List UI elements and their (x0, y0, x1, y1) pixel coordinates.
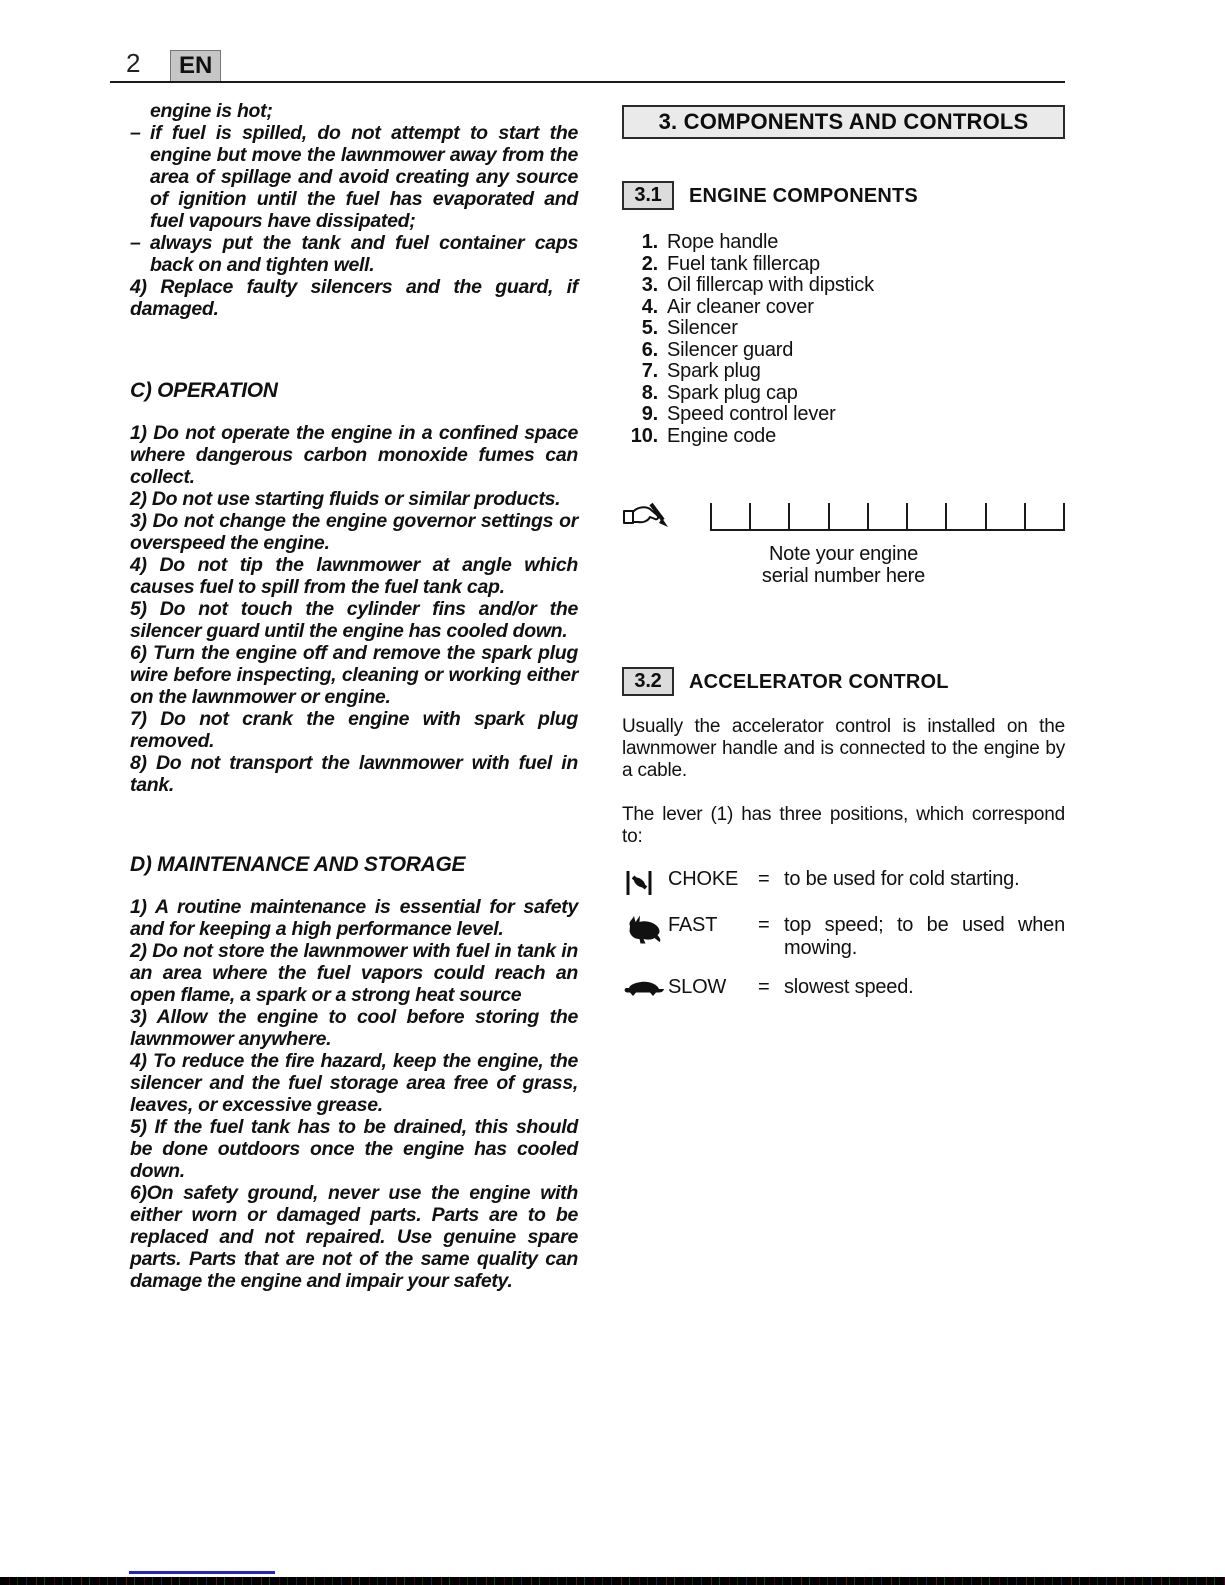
choke-icon (622, 868, 656, 898)
maintenance-section (130, 896, 578, 1292)
item-number: 9. (641, 403, 658, 425)
operation-item: 3) Do not change the engine governor settings or overspeed the engine. (130, 510, 578, 554)
item-number: 4. (641, 295, 658, 318)
serial-cell (788, 503, 827, 529)
serial-cell (867, 503, 906, 529)
item-number: 1. (641, 231, 658, 253)
serial-cell (906, 503, 945, 529)
equals-sign: = (758, 976, 770, 998)
serial-caption (622, 543, 1065, 587)
lever-position-description: slowest speed. (784, 976, 914, 998)
item-label: Silencer (667, 317, 738, 339)
maintenance-item: 4) To reduce the fire hazard, keep the engine, the silencer and the fuel storage area free of grass, leaves, or excessive grease. (130, 1050, 578, 1116)
maintenance-item: 5) If the fuel tank has to be drained, this should be done outdoors once the engine has cooled down. (130, 1116, 578, 1182)
operation-heading: C) OPERATION (130, 379, 278, 402)
turtle-icon (622, 980, 664, 998)
safety-item (130, 232, 578, 276)
list-item (622, 426, 1065, 448)
item-number: 5. (641, 317, 658, 339)
maintenance-item: 2) Do not store the lawnmower with fuel in tank in an area where the fuel vapors could reach an open flame, a spark or a strong heat source (130, 940, 578, 1006)
maintenance-heading: D) MAINTENANCE AND STORAGE (130, 853, 466, 876)
lever-position-label: CHOKE (668, 868, 739, 890)
list-item (622, 232, 1065, 254)
item-label: Speed control lever (667, 403, 836, 425)
list-item (622, 297, 1065, 319)
left-column (130, 100, 578, 1292)
operation-item: 7) Do not crank the engine with spark plug removed. (130, 708, 578, 752)
page-number: 2 (126, 48, 141, 78)
lever-position-description: top speed; to be used when mowing. (784, 914, 1065, 959)
maintenance-item: 1) A routine maintenance is essential for safety and for keeping a high performance level. (130, 896, 578, 940)
equals-sign: = (758, 914, 770, 936)
lever-position-slow (622, 976, 1065, 999)
right-column (622, 105, 1065, 999)
scan-noise-bar (0, 1577, 1225, 1585)
operation-item: 1) Do not operate the engine in a confined space where dangerous carbon monoxide fumes can collect. (130, 422, 578, 488)
header-rule (110, 81, 1065, 83)
list-item (622, 254, 1065, 276)
dash-marker: – (130, 122, 141, 144)
lever-position-fast (622, 914, 1065, 960)
list-item (622, 275, 1065, 297)
item-number: 10. (630, 424, 658, 447)
serial-cell (749, 503, 788, 529)
lever-position-choke (622, 868, 1065, 898)
lever-position-label: SLOW (668, 976, 727, 998)
list-item (622, 361, 1065, 383)
item-label: Air cleaner cover (667, 295, 814, 318)
list-item (622, 383, 1065, 405)
serial-cell (945, 503, 984, 529)
serial-caption-line: Note your engine (768, 543, 919, 565)
item-number: 6. (641, 338, 658, 361)
serial-number-row (622, 497, 1065, 531)
engine-components-list (622, 232, 1065, 447)
operation-item: 5) Do not touch the cylinder fins and/or the silencer guard until the engine has cooled down. (130, 598, 578, 642)
section-number-box: 3.1 (622, 181, 674, 210)
lever-position-description: to be used for cold starting. (784, 868, 1020, 890)
serial-cell (828, 503, 867, 529)
section-heading: ACCELERATOR CONTROL (689, 670, 949, 693)
item-label: Spark plug cap (667, 381, 798, 404)
lever-position-label: FAST (668, 914, 718, 936)
serial-cell (710, 503, 749, 529)
list-item (622, 340, 1065, 362)
section-heading: ENGINE COMPONENTS (689, 184, 918, 207)
writing-hand-icon (622, 497, 672, 531)
footer-blue-line (129, 1571, 275, 1574)
item-label: Engine code (667, 424, 777, 447)
equals-sign: = (758, 868, 770, 890)
chapter-title: 3. COMPONENTS AND CONTROLS (622, 105, 1065, 139)
operation-section (130, 422, 578, 796)
serial-cell (985, 503, 1024, 529)
item-number: 8. (641, 381, 658, 404)
safety-item (130, 122, 578, 232)
list-item (622, 318, 1065, 340)
operation-item: 4) Do not tip the lawnmower at angle which causes fuel to spill from the fuel tank cap. (130, 554, 578, 598)
safety-item-text: if fuel is spilled, do not attempt to start the engine but move the lawnmower away from the area of spillage and avoid creating any source of ignition until the fuel has evaporated and fuel vapours have dissipated; (150, 122, 578, 232)
section-number-box: 3.2 (622, 667, 674, 696)
operation-item: 8) Do not transport the lawnmower with fuel in tank. (130, 752, 578, 796)
operation-item: 2) Do not use starting fluids or similar products. (130, 488, 561, 510)
item-label: Oil fillercap with dipstick (667, 274, 874, 296)
serial-caption-line: serial number here (761, 565, 926, 587)
safety-item: engine is hot; (150, 100, 273, 122)
item-number: 2. (641, 252, 658, 275)
accelerator-paragraph: The lever (1) has three positions, which correspond to: (622, 804, 1065, 847)
list-item (622, 404, 1065, 426)
item-number: 7. (641, 360, 658, 382)
safety-item: 4) Replace faulty silencers and the guard, if damaged. (130, 276, 578, 320)
maintenance-item: 6)On safety ground, never use the engine with either worn or damaged parts. Parts are to be replaced and not repaired. Use genuine spare parts. Parts that are not of the same quality can damage the engine and impair your safety. (130, 1182, 578, 1292)
safety-item-text: always put the tank and fuel container caps back on and tighten well. (150, 232, 578, 276)
accelerator-paragraph: Usually the accelerator control is installed on the lawnmower handle and is connected to the engine by a cable. (622, 716, 1065, 781)
language-badge: EN (170, 50, 221, 83)
operation-item: 6) Turn the engine off and remove the spark plug wire before inspecting, cleaning or working either on the lawnmower or engine. (130, 642, 578, 708)
rabbit-icon (622, 914, 662, 944)
item-label: Spark plug (667, 360, 761, 382)
maintenance-item: 3) Allow the engine to cool before storing the lawnmower anywhere. (130, 1006, 578, 1050)
serial-cell (1024, 503, 1065, 529)
section-3-2-header (622, 667, 1065, 696)
dash-marker: – (130, 232, 141, 254)
item-number: 3. (641, 274, 658, 296)
serial-number-box (710, 503, 1065, 531)
item-label: Rope handle (667, 231, 779, 253)
item-label: Fuel tank fillercap (667, 252, 820, 275)
item-label: Silencer guard (667, 338, 794, 361)
section-3-1-header (622, 181, 1065, 210)
